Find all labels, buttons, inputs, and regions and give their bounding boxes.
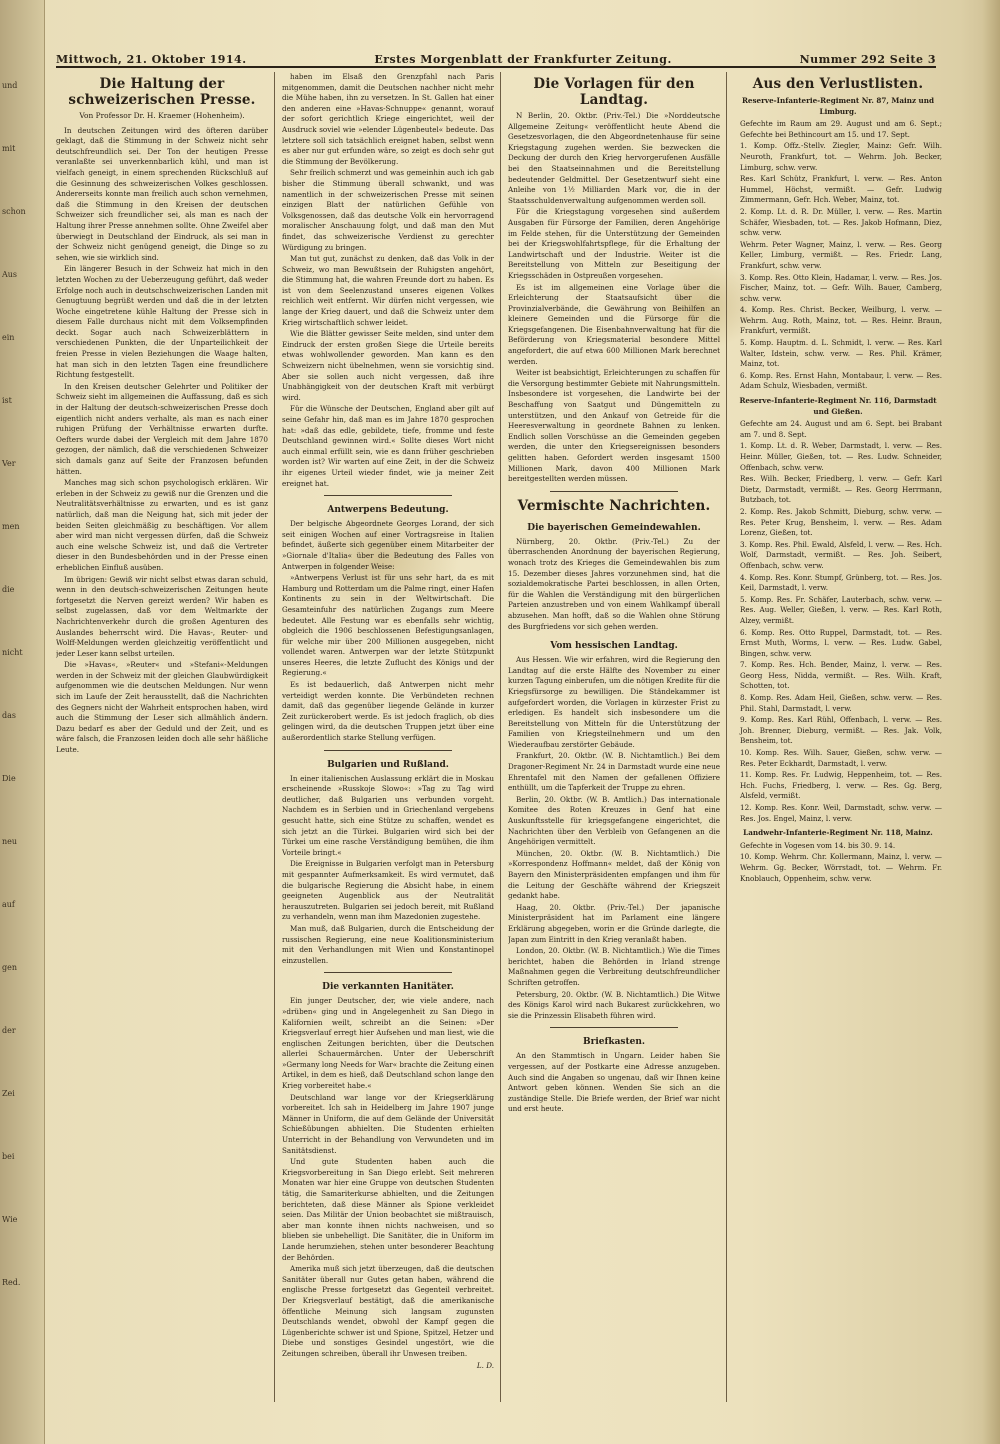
- list-item: Gefechte im Raum am 29. August und am 6. Sept.; Gefechte bei Bethincourt am 15. und 17. Sept.: [740, 119, 942, 139]
- edge-fragment: ein: [2, 333, 15, 342]
- signature: L. D.: [476, 1360, 494, 1370]
- edge-fragment: Wie: [2, 1215, 18, 1224]
- regiment-title: Landwehr-Infanterie-Regiment Nr. 118, Mainz.: [743, 828, 933, 838]
- paragraph: Nürnberg, 20. Oktbr. (Priv.-Tel.) Zu der überraschenden Anordnung der bayerischen Regierung, wonach trotz des Krieges die Gemeindewahlen bis zum 15. Dezember dieses Jahres vorzunehmen sind, hat die sozialdemokratische Partei beschlossen, in allen Orten, für die Wahlen die Verständigung mit den bürgerlichen Parteien anzustreben und von einem Wahlkampf überall abzusehen. Man hofft, daß so die Wahlen ohne Störung des Burgfriedens vor sich gehen werden.: [508, 536, 720, 631]
- page-edge-right: [982, 0, 1000, 1444]
- column-4: [734, 72, 942, 1402]
- paragraph: Manches mag sich schon psychologisch erklären. Wir erleben in der Schweiz zu gewiß nur die Grenzen und die Neutralitätsverhältnisse zu erwarten, und es ist ganz natürlich, daß man die Neigung hat, sich mit jeder der beiden Seiten gleichmäßig zu beschäftigen. Vor allem aber wird man nicht vergessen dürfen, daß die Schweiz auch eine welsche Schweiz ist, und daß die Vertreter dieser in den Bundesbehörden und in der Presse einen erheblichen Einfluß ausüben.: [56, 478, 268, 572]
- list-item: 1. Komp. Offz.-Stellv. Ziegler, Mainz: Gefr. Wilh. Neuroth, Frankfurt, tot. — Wehrm. Joh. Becker, Limburg, schw. verw.: [740, 141, 942, 172]
- paragraph: Petersburg, 20. Oktbr. (W. B. Nichtamtlich.) Die Witwe des Königs Karol wird nach Bukarest zurückkehren, wo sie die Prinzessin Elisabeth führen wird.: [508, 989, 720, 1020]
- headline-misc-news: Vermischte Nachrichten.: [517, 497, 711, 514]
- subheadline-hessian-landtag: Vom hessischen Landtag.: [550, 641, 678, 652]
- list-item: 2. Komp. Lt. d. R. Dr. Müller, l. verw. — Res. Martin Schäfer, Wiesbaden, tot. — Res. Jakob Hofmann, Diez, schw. verw.: [740, 206, 942, 238]
- paragraph: Sehr freilich schmerzt und was gemeinhin auch ich gab bisher die Stimmung überall schwankt, und was namentlich in der schweizerischen Presse mit seinen einzigen Blatt der natürlichen Gefühle von Volksgenossen, daß das deutsche Volk ein hervorragend moralischer Anschauung folgt, und daß man den Mut findet, das schweizerische Verdienst zu gerechter Würdigung zu bringen.: [282, 168, 494, 252]
- column-3: [508, 72, 720, 1402]
- edge-fragment: und: [2, 81, 18, 90]
- article-continuation: [282, 72, 494, 489]
- masthead-number: Nummer 292 Seite 3: [799, 53, 936, 66]
- edge-fragment: Die: [2, 774, 16, 783]
- column-1: [56, 72, 268, 1402]
- section-divider: [324, 750, 451, 751]
- paragraph: N Berlin, 20. Oktbr. (Priv.-Tel.) Die »Norddeutsche Allgemeine Zeitung« veröffentlicht heute Abend die Gesetzesvorlagen, die den Abgeordnetenhause für seine Kriegstagung zugehen werden. Sie bezwecken die Deckung der durch den Krieg hervorgerufenen Ausfälle bei den Staatseinnahmen und die Bereitstellung bedeutender Geldmittel. Der Gesetzentwurf sieht eine Anleihe von 1½ Milliarden Mark vor, die in der Staatsschuldenverwaltung aufgenommen werden soll.: [508, 111, 720, 205]
- edge-fragment: bei: [2, 1152, 15, 1161]
- paragraph: Die »Havas«, »Reuter« und »Stefani«-Meldungen werden in der Schweiz mit der gleichen Glaubwürdigkeit aufgenommen wie die deutschen Meldungen. Nur wenn sich im Laufe der Zeit herausstellt, daß die Nachrichten des Gegners nicht der Wahrheit entsprochen haben, wird auch die Stimmung der Leser sich allmählich ändern. Dazu bedarf es aber der Geduld und der Zeit, und es wäre falsch, die Franzosen leiden doch alle sehr häßliche Leute.: [56, 660, 268, 755]
- list-item: 10. Komp. Res. Wilh. Sauer, Gießen, schw. verw. — Res. Peter Eckhardt, Darmstadt, l. verw.: [740, 748, 942, 768]
- section-divider: [324, 495, 451, 496]
- paragraph: Amerika muß sich jetzt überzeugen, daß die deutschen Sanitäter überall nur Gutes getan haben, während die englische Presse fortgesetzt das Gegenteil verbreitet. Der Kriegsverlauf bestätigt, daß die amerikanische öffentliche Meinung sich langsam zugunsten Deutschlands wendet, obwohl der Kampf gegen die Lügenberichte schwer ist und Spione, Spitzel, Hetzer und Diebe und sonstiges Gesindel ungestört, wie die Zeitungen schreiben, überall ihr Unwesen treiben.: [282, 1264, 494, 1358]
- paragraph: In deutschen Zeitungen wird des öfteren darüber geklagt, daß die Stimmung in der Schweiz nicht sehr deutschfreundlich sei. Der Ton der heutigen Presse veranlaßte sei unverkennbarlich kühl, und man ist vielfach geneigt, in einem sprechenden Rückschluß auf die Gesinnung des schweizerischen Volkes geschlossen. Andererseits konnte man freilich auch schon vernehmen, daß die Stimmung in den Kreisen der deutschen Schweizer sich freundlicher sei, als man es nach der Haltung ihrer Presse annehmen sollte. Ohne Zweifel aber überwiegt in Deutschland der Eindruck, als sei man in der Schweiz nicht genügend geneigt, die Dinge so zu sehen, wie sie wirklich sind.: [56, 125, 268, 262]
- paragraph: Für die Wünsche der Deutschen, England aber gilt auf seine Gefahr hin, daß man es im Jahre 1870 gesprochen hat: »daß das edle, gebildete, tiefe, fromme und feste Deutschland gewinnen wird.« Sollte dieses Wort nicht auch einmal erfüllt sein, wie es dann früher geschrieben worden ist? Wir warten auf eine Zeit, in der die Schweiz ihr eigenes Urteil wieder findet, wie ja meiner Zeit ereignet hat.: [282, 404, 494, 488]
- edge-fragment: mit: [2, 144, 16, 153]
- paragraph: In einer italienischen Auslassung erklärt die in Moskau erscheinende »Russkoje Slowo«: »Tag zu Tag wird deutlicher, daß Bulgarien uns verbunden vorgeht. Nachdem es in Serbien und in Griechenland vergebens gesucht hatte, sich eine Stütze zu schaffen, wendet es sich jetzt an die Türkei. Bulgarien wird sich bei der Türkei um eine rasche Verständigung bemühen, die ihm Vorteile bringt.«: [282, 773, 494, 857]
- list-item: 4. Komp. Res. Konr. Stumpf, Grünberg, tot. — Res. Jos. Keil, Darmstadt, l. verw.: [740, 572, 942, 593]
- edge-fragment: auf: [2, 900, 15, 909]
- paragraph: Die Ereignisse in Bulgarien verfolgt man in Petersburg mit gespannter Aufmerksamkeit. Es wird vermutet, daß die bulgarische Regierung die Absicht habe, in einem geeigneten Augenblick aus der Neutralität herauszutreten. Bulgarien sei jedoch bereit, mit Rußland zu verhandeln, wenn man ihm Mazedonien zugestehe.: [282, 859, 494, 922]
- column-rule: [726, 72, 727, 1402]
- list-item: 3. Komp. Res. Otto Klein, Hadamar, l. verw. — Res. Jos. Fischer, Mainz, tot. — Gefr. Wilh. Bauer, Camberg, schw. verw.: [740, 272, 942, 303]
- list-item: 1. Komp. Lt. d. R. Weber, Darmstadt, l. verw. — Res. Heinr. Müller, Gießen, tot. — Res. Ludw. Schneider, Offenbach, schw. verw.: [740, 441, 942, 472]
- paragraph: Man tut gut, zunächst zu denken, daß das Volk in der Schweiz, wo man Bewußtsein der Ruhigsten angehört, die Stimmung hat, die wahren Freunde dort zu haben. Es ist von dem Seelenzustand unseres eigenen Volkes reichlich weit entfernt. Wir dürfen nicht vergessen, wie lange der Krieg dauert, und daß die Schweiz unter dem Krieg wirtschaftlich schwer leidet.: [282, 254, 494, 327]
- list-item: 6. Komp. Res. Otto Ruppel, Darmstadt, tot. — Res. Ernst Muth, Worms, l. verw. — Res. Ludw. Gabel, Bingen, schw. verw.: [740, 627, 942, 658]
- section-divider: [550, 1027, 677, 1028]
- edge-fragment: nicht: [2, 648, 23, 657]
- edge-fragment: Zei: [2, 1089, 15, 1098]
- paragraph: Und gute Studenten haben auch die Kriegsvorbereitung in San Diego erlebt. Seit mehreren Monaten war hier eine Gruppe von deutschen Studenten tätig, die Samariterkurse abhielten, und die Zeitungen berichteten, daß diese Männer als Spione verkleidet seien. Das Militär der Union beobachtet sie mißtrauisch, aber man konnte ihnen nichts nachweisen, und so blieben sie unbehelligt. Die Sanitäter, die in Uniform im Lande herumziehen, stehen unter besonderer Beachtung der Behörden.: [282, 1157, 494, 1262]
- list-item: 3. Komp. Res. Phil. Ewald, Alsfeld, l. verw. — Res. Hch. Wolf, Darmstadt, vermißt. — Res. Joh. Seibert, Offenbach, schw. verw.: [740, 539, 942, 570]
- list-item: Wehrm. Peter Wagner, Mainz, l. verw. — Res. Georg Keller, Limburg, vermißt. — Res. Friedr. Lang, Frankfurt, schw. verw.: [740, 239, 942, 270]
- column-rule: [500, 72, 501, 1402]
- paragraph: Aus Hessen. Wie wir erfahren, wird die Regierung den Landtag auf die erste Hälfte des November zu einer kurzen Tagung einberufen, um die nötigen Kredite für die Kriegsfürsorge zu bewilligen. Die Ständekammer ist aufgefordert worden, die Vorlagen in kürzester Frist zu erledigen. Es handelt sich insbesondere um die Bereitstellung von Mitteln für die Unterstützung der Familien von Kriegsteilnehmern und um den Wiederaufbau zerstörter Gebäude.: [508, 655, 720, 749]
- edge-fragment: neu: [2, 837, 18, 846]
- paragraph: Es ist im allgemeinen eine Vorlage über die Erleichterung der Staatsaufsicht über die Provinzialverbände, die Gewährung von Beihilfen an kleinere Gemeinden und die Fürsorge für die Kriegsgefangenen. Die Eisenbahnverwaltung hat für die Beförderung von Kriegsmaterial besondere Mittel angefordert, die auf etwa 600 Millionen Mark berechnet werden.: [508, 282, 720, 366]
- subheadline-letterbox: Briefkasten.: [582, 1037, 646, 1048]
- edge-fragment: Red.: [2, 1278, 21, 1287]
- list-item: 5. Komp. Hauptm. d. L. Schmidt, l. verw. — Res. Karl Walter, Idstein, schw. verw. — Res. Phil. Krämer, Mainz, tot.: [740, 338, 942, 369]
- list-item: 5. Komp. Res. Fr. Schäfer, Lauterbach, schw. verw. — Res. Aug. Weller, Gießen, l. verw. — Res. Karl Roth, Alzey, vermißt.: [740, 594, 942, 625]
- paragraph: Für die Kriegstagung vorgesehen sind außerdem Ausgaben für Fürsorge der Familien, deren Angehörige im Felde stehen, für die Unterstützung der Gemeinden bei der Kriegswohlfahrtspflege, für die Erhaltung der Landwirtschaft und der Industrie. Weiter ist die Bereitstellung von Mitteln zur Beseitigung der Kriegsschäden in Ostpreußen vorgesehen.: [508, 207, 720, 280]
- byline: Von Professor Dr. H. Kraemer (Hohenheim).: [79, 111, 245, 120]
- list-item: Res. Wilh. Becker, Friedberg, l. verw. — Gefr. Karl Dietz, Darmstadt, vermißt. — Res. Georg Herrmann, Butzbach, tot.: [740, 474, 942, 505]
- paragraph: Weiter ist beabsichtigt, Erleichterungen zu schaffen für die Versorgung bestimmter Gebiete mit Nahrungsmitteln. Insbesondere ist vorgesehen, die Landwirte bei der Beschaffung von Saatgut und Düngemitteln zu unterstützen, und den Ankauf von Getreide für die Heeresverwaltung in geordnete Bahnen zu lenken. Endlich sollen Vorschüsse an die Gemeinden gegeben werden, die unter den Kriegsereignissen besonders gelitten haben. Gefordert werden insgesamt 1500 Millionen Mark, davon 400 Millionen Mark bereitgestellten werden müssen.: [508, 368, 720, 484]
- paragraph: Berlin, 20. Oktbr. (W. B. Amtlich.) Das internationale Komitee des Roten Kreuzes in Genf hat eine Auskunftsstelle für kriegsgefangene eingerichtet, die Nachrichten über den Verbleib von Gefangenen an die Angehörigen vermittelt.: [508, 794, 720, 847]
- headline-casualty-lists: Aus den Verlustlisten.: [752, 76, 924, 92]
- headline-antwerp: Antwerpens Bedeutung.: [327, 505, 449, 516]
- previous-page-edge: [0, 0, 45, 1444]
- section-divider: [550, 491, 677, 492]
- list-item: 11. Komp. Res. Fr. Ludwig, Heppenheim, tot. — Res. Hch. Fuchs, Friedberg, l. verw. — Res. Gg. Berg, Alsfeld, vermißt.: [740, 770, 942, 801]
- masthead-title: Erstes Morgenblatt der Frankfurter Zeitung.: [374, 53, 672, 66]
- paragraph: Im übrigen: Gewiß wir nicht selbst etwas daran schuld, wenn in den deutsch-schweizerischen Zeitungen heute fortgesetzt die Nerven gereizt werden? Wir haben es selbst zugelassen, daß vor dem Weltmarkte der Nachrichtenverkehr durch die großen Agenturen des Auslandes beherrscht wird. Die Havas-, Reuter- und Wolff-Meldungen werden gleichzeitig veröffentlicht und jeder Leser kann selbst urteilen.: [56, 574, 268, 658]
- paragraph: An den Stammtisch in Ungarn. Leider haben Sie vergessen, auf der Postkarte eine Adresse anzugeben. Auch sind die Angaben so ungenau, daß wir Ihnen keine Antwort geben können. Wenden Sie sich an die zuständige Stelle. Die Briefe werden, der Brief war nicht und erst heute.: [508, 1051, 720, 1114]
- headline-bulgaria: Bulgarien und Rußland.: [327, 759, 449, 770]
- paragraph: München, 20. Oktbr. (W. B. Nichtamtlich.) Die »Korrespondenz Hoffmann« meldet, daß der König von Bayern den Ministerpräsidenten empfangen und ihm für die Leitung der Geschäfte während der Kriegszeit gedankt habe.: [508, 848, 720, 901]
- paragraph: »Antwerpens Verlust ist für uns sehr hart, da es mit Hamburg und Rotterdam um die Palme ringt, einer Hafen Kontinents zu sein in der Weltwirtschaft. Die Gesamteinfuhr des natürlichen Zugangs zum Meere bedeutet. Alle Festung war es ebenfalls sehr wichtig, obgleich die 1906 beschlossenen Befestigungsanlagen, für welche mir über 200 Millionen ausgegeben, nicht vollendet waren. Antwerpen war der letzte Stützpunkt unseres Heeres, die letzte Zuflucht des Königs und der Regierung.«: [282, 573, 494, 678]
- paragraph: Ein junger Deutscher, der, wie viele andere, nach »drüben« ging und in Angelegenheit zu San Diego in Kalifornien weilt, schreibt an die Seinen: »Der Kriegsverlauf erregt hier Aufsehen und man liest, wie die englischen Zeitungen berichten, über die Deutschen allerlei Schauermärchen. Unter der Ueberschrift »Germany long Needs for War« brachte die Zeitung einen Artikel, in dem es hieß, daß Deutschland schon lange den Krieg vorbereitet habe.«: [282, 996, 494, 1091]
- paragraph: Man muß, daß Bulgarien, durch die Entscheidung der russischen Regierung, eine neue Koalitionsministerium mit den Verhandlungen mit Wien und Konstantinopel einzustellen.: [282, 923, 494, 965]
- list-item: 8. Komp. Res. Adam Heil, Gießen, schw. verw. — Res. Phil. Stahl, Darmstadt, l. verw.: [740, 693, 942, 713]
- section-divider: [324, 972, 451, 973]
- edge-fragment: schon: [2, 207, 26, 216]
- masthead-date: Mittwoch, 21. Oktober 1914.: [56, 53, 247, 66]
- edge-fragment: der: [2, 1026, 16, 1035]
- list-item: 7. Komp. Res. Hch. Bender, Mainz, l. verw. — Res. Georg Hess, Nidda, vermißt. — Res. Wilh. Kraft, Schotten, tot.: [740, 660, 942, 691]
- list-item: Gefechte in Vogesen vom 14. bis 30. 9. 14.: [740, 840, 896, 850]
- list-item: 2. Komp. Res. Jakob Schmitt, Dieburg, schw. verw. — Res. Peter Krug, Bensheim, l. verw. — Res. Adam Lorenz, Gießen, tot.: [740, 506, 942, 538]
- edge-fragment: Aus: [2, 270, 18, 279]
- masthead: [56, 44, 936, 68]
- edge-fragment: die: [2, 585, 15, 594]
- paragraph: In den Kreisen deutscher Gelehrter und Politiker der Schweiz sieht im allgemeinen die Auffassung, daß es sich in der Haltung der deutsch-schweizerischen Presse doch eigentlich nicht anders verhalte, als man es nach einer ruhigen Prüfung der Verhältnisse erwarten durfte. Oefters wurde dabei der Vergleich mit dem Jahre 1870 gezogen, der nämlich, daß die verschiedenen Schweizer sich damals ganz auf Seite der Franzosen befunden hätten.: [56, 381, 268, 476]
- headline-medics: Die verkannten Hanitäter.: [322, 982, 454, 993]
- list-item: 4. Komp. Res. Christ. Becker, Weilburg, l. verw. — Wehrm. Aug. Roth, Mainz, tot. — Res. Heinr. Braun, Frankfurt, vermißt.: [740, 305, 942, 336]
- regiment-title: Reserve-Infanterie-Regiment Nr. 116, Darmstadt und Gießen.: [739, 396, 937, 416]
- paragraph: Der belgische Abgeordnete Georges Lorand, der sich seit einigen Wochen auf einer Vortragsreise in Italien befindet, äußerte sich gegenüber einem Mitarbeiter der »Giornale d'Italia« über die Bedeutung des Falles von Antwerpen in folgender Weise:: [282, 519, 494, 571]
- edge-fragment: men: [2, 522, 20, 531]
- list-item: 9. Komp. Res. Karl Rühl, Offenbach, l. verw. — Res. Joh. Brenner, Dieburg, vermißt. — Res. Jak. Volk, Bensheim, tot.: [740, 715, 942, 746]
- paragraph: Deutschland war lange vor der Kriegserklärung vorbereitet. Ich sah in Heidelberg im Jahre 1907 junge Männer in Uniform, die auf dem Gelände der Universität Schießübungen abhielten. Die Studenten erhielten Unterricht in der Behandlung von Verwundeten und im Sanitätsdienst.: [282, 1092, 494, 1155]
- paragraph: Wie die Blätter gewisser Seite melden, sind unter dem Eindruck der ersten großen Siege die Urteile bereits etwas wohlwollender geworden. Man kann es den Schweizern nicht übelnehmen, wenn sie vorsichtig sind. Aber sie sollen auch nicht vergessen, daß ihre Unabhängigkeit von der deutschen Kraft mit verbürgt wird.: [282, 329, 494, 402]
- article-body: [56, 126, 268, 756]
- paragraph: London, 20. Oktbr. (W. B. Nichtamtlich.) Wie die Times berichtet, haben die Behörden in Irland strenge Maßnahmen gegen die Verbreitung deutschfreundlicher Schriften getroffen.: [508, 946, 720, 987]
- list-item: Gefechte am 24. August und am 6. Sept. bei Brabant am 7. und 8. Sept.: [740, 419, 942, 439]
- paragraph: haben im Elsaß den Grenzpfahl nach Paris mitgenommen, damit die Deutschen nachher nicht mehr die Mühe haben, ihn zu versetzen. In St. Gallen hat einer den anderen eine »Havas-Schnuppe« genannt, worauf der sofort gerichtlich Kriege eingerichtet, weil der Ausdruck soviel wie »elender Lügenbeutel« bedeute. Das letztere soll sich tatsächlich ereignet haben, selbst wenn es aber nur gut erfunden wäre, so zeigt es doch sehr gut die Stimmung der Bevölkerung.: [282, 72, 494, 166]
- column-2: [282, 72, 494, 1402]
- regiment-title: Reserve-Infanterie-Regiment Nr. 87, Mainz und Limburg.: [741, 96, 935, 116]
- list-item: 6. Komp. Res. Ernst Hahn, Montabaur, l. verw. — Res. Adam Schulz, Wiesbaden, vermißt.: [740, 370, 942, 391]
- headline-landtag-bills: Die Vorlagen für den Landtag.: [533, 76, 695, 108]
- headline-swiss-press: Die Haltung der schweizerischen Presse.: [68, 76, 256, 108]
- list-item: 12. Komp. Res. Konr. Weil, Darmstadt, schw. verw. — Res. Jos. Engel, Mainz, l. verw.: [740, 803, 942, 823]
- paragraph: Frankfurt, 20. Oktbr. (W. B. Nichtamtlich.) Bei dem Dragoner-Regiment Nr. 24 in Darmstadt wurde eine neue Ehrentafel mit den Namen der gefallenen Offiziere enthüllt, um die Tapferkeit der Truppe zu ehren.: [508, 751, 720, 793]
- list-item: Res. Karl Schütz, Frankfurt, l. verw. — Res. Anton Hummel, Höchst, vermißt. — Gefr. Ludwig Zimmermann, Gefr. Hch. Weber, Mainz, tot.: [740, 174, 942, 205]
- paragraph: Haag, 20. Oktbr. (Priv.-Tel.) Der japanische Ministerpräsident hat im Parlament eine längere Erklärung abgegeben, worin er die Gründe darlegte, die Japan zum Eintritt in den Krieg veranlaßt haben.: [508, 902, 720, 944]
- column-rule: [274, 72, 275, 1402]
- edge-fragment: ist: [2, 396, 12, 405]
- subheadline-bavarian-elections: Die bayerischen Gemeindewahlen.: [527, 522, 701, 533]
- paragraph: Es ist bedauerlich, daß Antwerpen nicht mehr verteidigt werden konnte. Die Verbündeten rechnen damit, daß das gegenüber liegende Gelände in kurzer Zeit zurückerobert werde. Es ist jedoch fraglich, ob dies gelingen wird, da die deutschen Truppen jetzt über eine außerordentlich starke Stellung verfügen.: [282, 680, 494, 743]
- list-item: 10. Komp. Wehrm. Chr. Kollermann, Mainz, l. verw. — Wehrm. Gg. Becker, Wörrstadt, tot. — Wehrm. Fr. Knoblauch, Oppenheim, schw. verw.: [740, 852, 942, 883]
- edge-fragment: Ver: [2, 459, 16, 468]
- edge-fragment: das: [2, 711, 16, 720]
- edge-fragment: gen: [2, 963, 18, 972]
- paragraph: Ein längerer Besuch in der Schweiz hat mich in den letzten Wochen zu der Ueberzeugung geführt, daß weder Erfolge noch auch in deutschschweizerischen Landen mit Genugtuung begrüßt werden und daß die in der letzten Woche eingetretene kühle Haltung der Presse sich in diesem Falle durchaus nicht mit dem Volksempfinden deckt. Sogar auch nach Schweizerblättern in verschiedenen Punkten, die der Unparteilichkeit der freien Presse in vielen Beziehungen die Waage halten, hat man sich in den letzten Tagen eine freundlichere Richtung festgestellt.: [56, 264, 268, 380]
